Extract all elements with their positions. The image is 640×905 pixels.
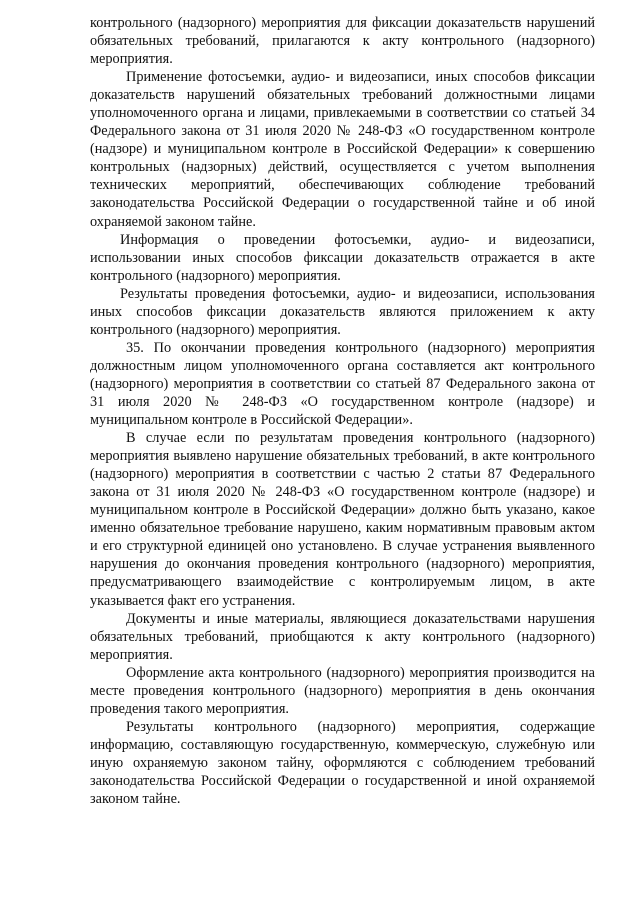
paragraph-photo-video-application: Применение фотосъемки, аудио- и видеозаписи, иных способов фиксации доказательств нарушений обязательных требований должностными лицами уполномоченного органа и лицами, привлекаемыми в соответствии со статьей 34 Федерального закона от 31 июля 2020 № 248-ФЗ «О государственном контроле (надзоре) и муниципальном контроле в Российской Федерации» к совершению контрольных (надзорных) действий, осуществляется с учетом выполнения технических мероприятий, обеспечивающих соблюдение требований законодательства Российской Федерации о государственной тайне и об иной охраняемой законом тайне. [90,69,595,230]
paragraph-violation-case: В случае если по результатам проведения контрольного (надзорного) мероприятия выявлено нарушение обязательных требований, в акте контрольного (надзорного) мероприятия в соответствии с частью 2 статьи 87 Федерального закона от 31 июля 2020 № 248-ФЗ «О государственном контроле (надзоре) и муниципальном контроле в Российской Федерации» должно быть указано, какое именно обязательное требование нарушено, каким нормативным правовым актом и его структурной единицей оно установлено. В случае устранения выявленного нарушения до окончания проведения контрольного (надзорного) мероприятия, предусматривающего взаимодействие с контролируемым лицом, в акте указывается факт его устранения. [90,430,595,609]
paragraph-documents-evidence: Документы и иные материалы, являющиеся доказательствами нарушения обязательных требований, приобщаются к акту контрольного (надзорного) мероприятия. [90,610,595,663]
paragraph-continuation: контрольного (надзорного) мероприятия для фиксации доказательств нарушений обязательных требований, прилагаются к акту контрольного (надзорного) мероприятия. [90,15,595,68]
paragraph-photo-info: Информация о проведении фотосъемки, аудио- и видеозаписи, использовании иных способов фиксации доказательств отражается в акте контрольного (надзорного) мероприятия. [90,231,595,284]
document-page [90,14,595,808]
paragraph-secret-results: Результаты контрольного (надзорного) мероприятия, содержащие информацию, составляющую государственную, коммерческую, служебную или иную охраняемую законом тайну, оформляются с соблюдением требований законодательства Российской Федерации о государственной и иной охраняемой законом тайне. [90,718,595,808]
paragraph-photo-results: Результаты проведения фотосъемки, аудио- и видеозаписи, использования иных способов фиксации доказательств являются приложением к акту контрольного (надзорного) мероприятия. [90,285,595,338]
paragraph-act-formalization: Оформление акта контрольного (надзорного) мероприятия производится на месте проведения контрольного (надзорного) мероприятия в день окончания проведения такого мероприятия. [90,664,595,717]
paragraph-item-35: 35. По окончании проведения контрольного (надзорного) мероприятия должностным лицом уполномоченного органа составляется акт контрольного (надзорного) мероприятия в соответствии со статьей 87 Федерального закона от 31 июля 2020 № 248-ФЗ «О государственном контроле (надзоре) и муниципальном контроле в Российской Федерации». [90,339,595,429]
